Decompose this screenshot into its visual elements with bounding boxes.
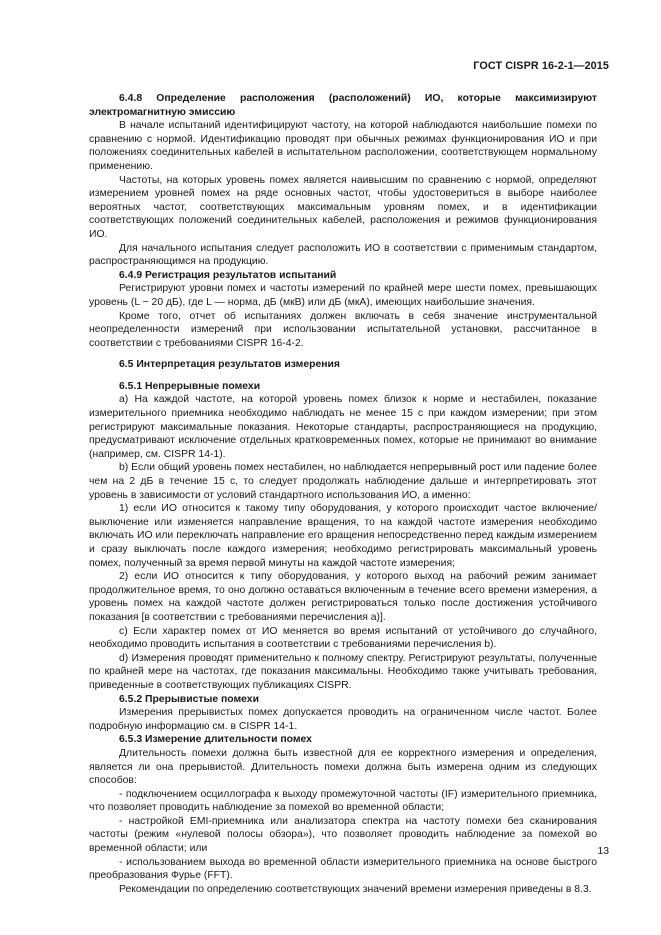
paragraph: Регистрируют уровни помех и частоты измерений по крайней мере шести помех, превышающих уровень (L − 20 дБ), где L — норма, дБ (мкВ) или дБ (мкА), имеющих наибольшие значения. bbox=[89, 283, 597, 308]
list-item-b-1: 1) если ИО относится к такому типу оборудования, у которого происходит частое включение/выключение или изменяется направление вращения, то на каждой частоте измерения необходимо включать ИО или переключать направление его вращения непосредственно перед каждым измерением и сразу выключать после каждого измерения; необходимо регистрировать максимальный уровень помех, полученный за время первой минуты на каждой частоте измерения; bbox=[89, 503, 597, 569]
paragraph: Рекомендации по определению соответствующих значений времени измерения приведены в 8.3. bbox=[119, 883, 592, 895]
heading-6-4-8: 6.4.8 Определение расположения (расположений) ИО, которые максимизируют электромагнитную эмиссию bbox=[89, 93, 597, 118]
list-item-a: а) На каждой частоте, на которой уровень помех близок к норме и нестабилен, показание измерительного приемника необходимо наблюдать не менее 15 с при каждом измерении; при этом регистрируют максимальные показания. Некоторые стандарты, распространяющиеся на продукцию, предусматривают исключение отдельных кратковременных помех, которые не принимают во внимание (например, см. CISPR 14-1). bbox=[89, 394, 597, 460]
heading-6-5-1: 6.5.1 Непрерывные помехи bbox=[119, 380, 261, 392]
list-item-c: c) Если характер помех от ИО меняется во время испытаний от устойчивого до случайного, необходимо проводить испытания в соответствии с требованиями перечисления b). bbox=[89, 625, 597, 651]
heading-6-5-3: 6.5.3 Измерение длительности помех bbox=[119, 734, 312, 746]
paragraph: Для начального испытания следует расположить ИО в соответствии с применимым стандартом, распространяющимся на продукцию. bbox=[89, 242, 597, 268]
paragraph: В начале испытаний идентифицируют частоту, на которой наблюдаются наибольшие помехи по сравнению с нормой. Идентификацию проводят при обычных режимах функционирования ИО и при положениях соединительных кабелей в испытательном расположении, соответствующем нормальному применению. bbox=[89, 120, 597, 172]
paragraph: Частоты, на которых уровень помех является наивысшим по сравнению с нормой, определяют измерением уровней помех на ряде основных частот, чтобы удостовериться в выборе наиболее вероятных частот, соответствующих максимальным уровням помех, и в идентификации соответствующих положений соединительных кабелей, расположения и режимов функционирования ИО. bbox=[89, 174, 597, 240]
heading-6-5: 6.5 Интерпретация результатов измерения bbox=[119, 359, 340, 371]
heading-6-4-9: 6.4.9 Регистрация результатов испытаний bbox=[119, 269, 337, 281]
paragraph: Измерения прерывистых помех допускается проводить на ограниченном числе частот. Более подробную информацию см. в CISPR 14-1. bbox=[89, 707, 597, 732]
list-item-b: b) Если общий уровень помех нестабилен, но наблюдается непрерывный рост или падение более чем на 2 дБ в течение 15 с, то следует продолжать наблюдение дальше и интерпретировать этот уровень в зависимости от условий стандартного использования ИО, а именно: bbox=[89, 462, 597, 501]
list-item-b-2: 2) если ИО относится к типу оборудования, у которого выход на рабочий режим занимает продолжительное время, то оно должно оставаться включенным в течение всего времени измерения, а уровень помех на каждой частоте должен регистрироваться только после достижения устойчивого показания [в соответствии с требованиями перечисления а)]. bbox=[89, 571, 597, 623]
dash-item: - настройкой EMI-приемника или анализатора спектра на частоту помехи без сканирования частоты (режим «нулевой полосы обзора»), что позволяет проводить наблюдение за помехой во временной области; или bbox=[89, 815, 597, 855]
list-item-d: d) Измерения проводят применительно к полному спектру. Регистрируют результаты, полученные по крайней мере на частотах, где показания максимальны. Необходимо также учитывать требования, приведенные в соответствующих публикациях CISPR. bbox=[89, 652, 597, 691]
paragraph: Кроме того, отчет об испытаниях должен включать в себя значение инструментальной неопределенности измерений при использовании испытательной установки, рассчитанное в соответствии с требованиями CISPR 16-4-2. bbox=[89, 310, 597, 349]
dash-item: - использованием выхода во временной области измерительного приемника на основе быстрого преобразования Фурье (FFT). bbox=[89, 856, 597, 882]
heading-6-5-2: 6.5.2 Прерывистые помехи bbox=[119, 693, 259, 705]
standard-header: ГОСТ CISPR 16-2-1—2015 bbox=[473, 60, 609, 72]
dash-item: - подключением осциллографа к выходу промежуточной частоты (IF) измерительного приемника, что позволяет проводить наблюдение за помехой во временной области; bbox=[89, 788, 597, 814]
body-text bbox=[89, 92, 597, 896]
page-number: 13 bbox=[597, 846, 609, 857]
paragraph: Длительность помехи должна быть известной для ее корректного измерения и определения, является ли она прерывистой. Длительность помехи должна быть измерена одним из следующих способов: bbox=[89, 747, 597, 787]
